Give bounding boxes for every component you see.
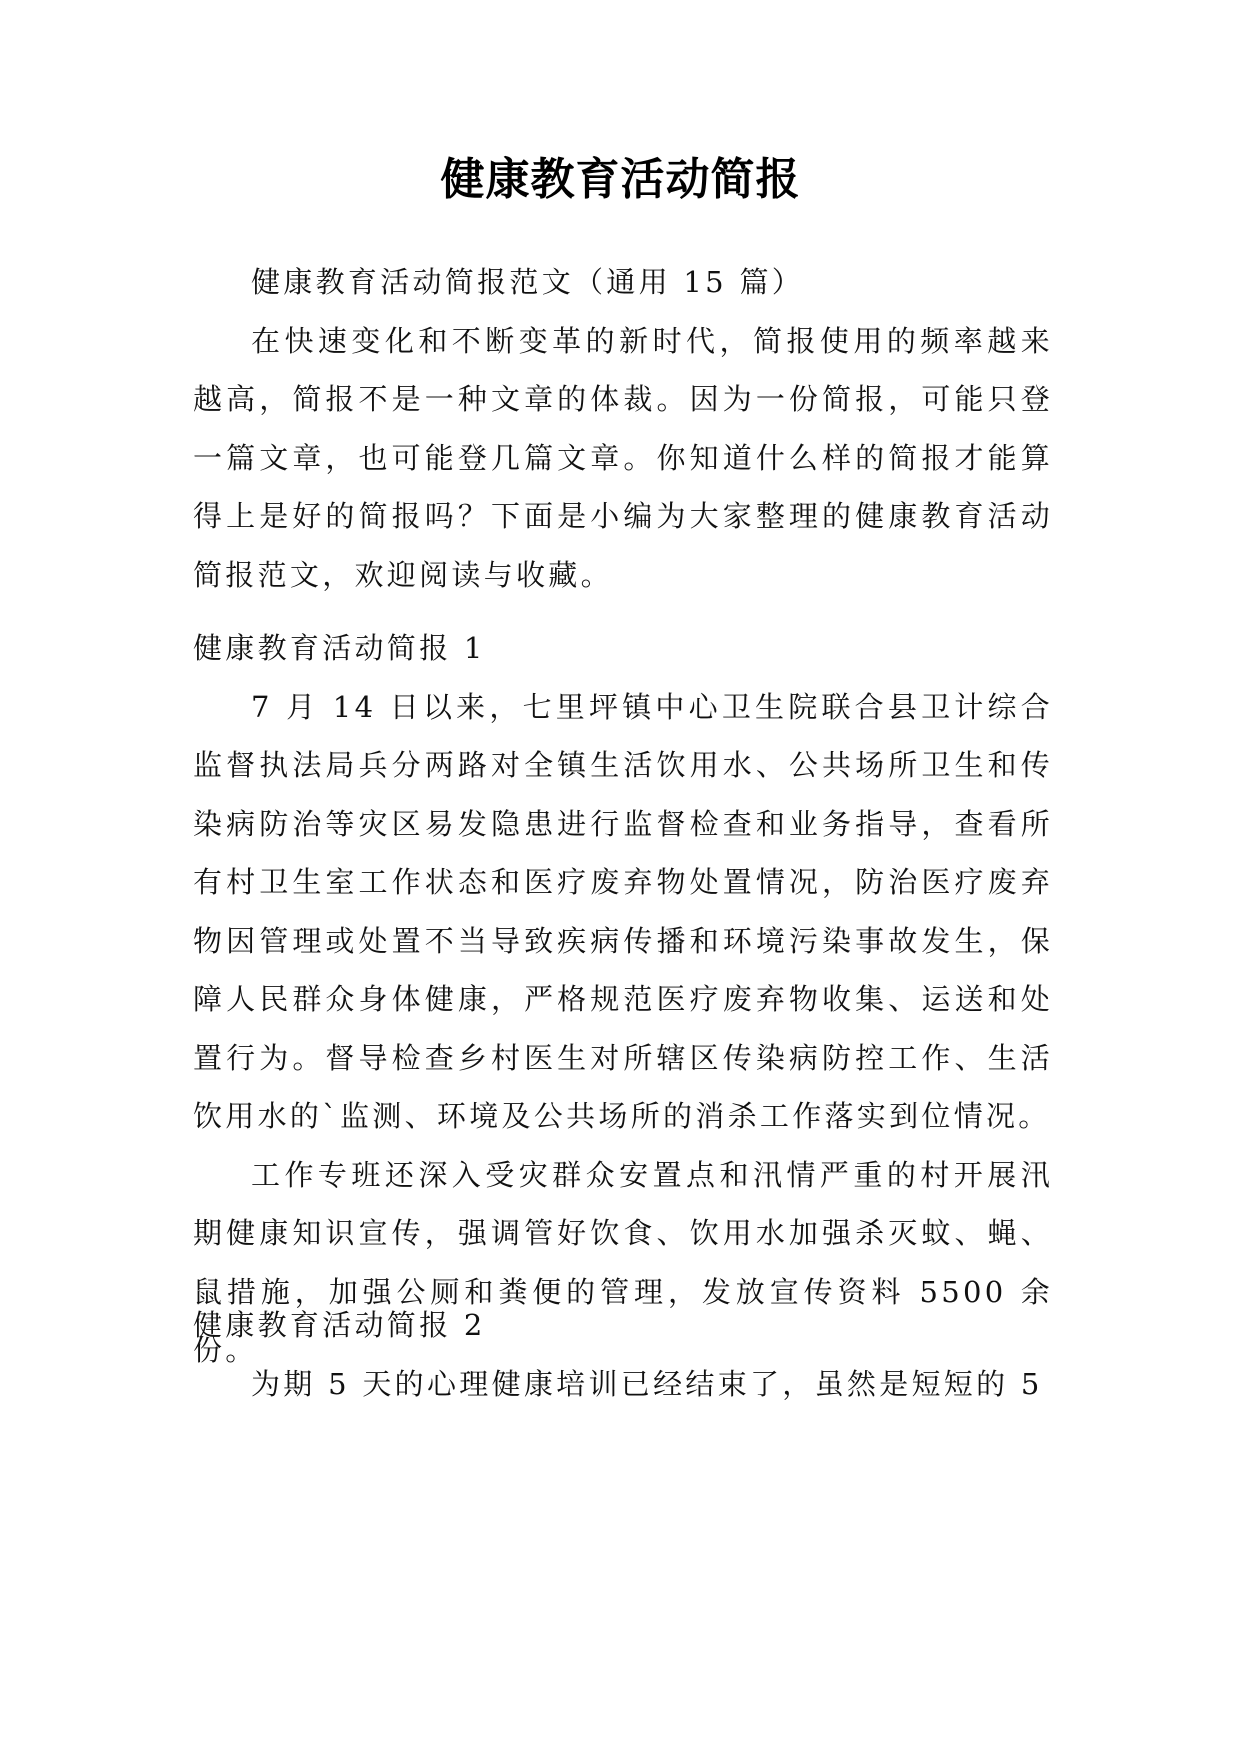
intro-paragraph: 在快速变化和不断变革的新时代，简报使用的频率越来越高，简报不是一种文章的体裁。因为一份简报，可能只登一篇文章，也可能登几篇文章。你知道什么样的简报才能算得上是好的简报吗？下面是小编为大家整理的健康教育活动简报范文，欢迎阅读与收藏。 <box>193 323 1053 592</box>
section-1 <box>193 619 1053 1380</box>
section-paragraph: 工作专班还深入受灾群众安置点和汛情严重的村开展汛期健康知识宣传，强调管好饮食、饮用水加强杀灭蚊、蝇、鼠措施，加强公厕和粪便的管理，发放宣传资料 5500 余份。 <box>193 1157 1053 1367</box>
section-paragraph: 7 月 14 日以来，七里坪镇中心卫生院联合县卫计综合监督执法局兵分两路对全镇生活饮用水、公共场所卫生和传染病防治等灾区易发隐患进行监督检查和业务指导，查看所有村卫生室工作状态和医疗废弃物处置情况，防治医疗废弃物因管理或处置不当导致疾病传播和环境污染事故发生，保障人民群众身体健康，严格规范医疗废弃物收集、运送和处置行为。督导检查乡村医生对所辖区传染病防控工作、生活饮用水的`监测、环境及公共场所的消杀工作落实到位情况。 <box>193 689 1053 1133</box>
document-title: 健康教育活动简报 <box>440 154 801 205</box>
intro-block <box>193 253 1053 604</box>
section-heading: 健康教育活动简报 2 <box>193 1308 486 1342</box>
section-heading: 健康教育活动简报 1 <box>193 631 486 665</box>
section-paragraph: 为期 5 天的心理健康培训已经结束了，虽然是短短的 5 <box>251 1366 1043 1401</box>
section-2 <box>193 1296 1053 1413</box>
intro-subtitle: 健康教育活动简报范文（通用 15 篇） <box>251 265 805 299</box>
